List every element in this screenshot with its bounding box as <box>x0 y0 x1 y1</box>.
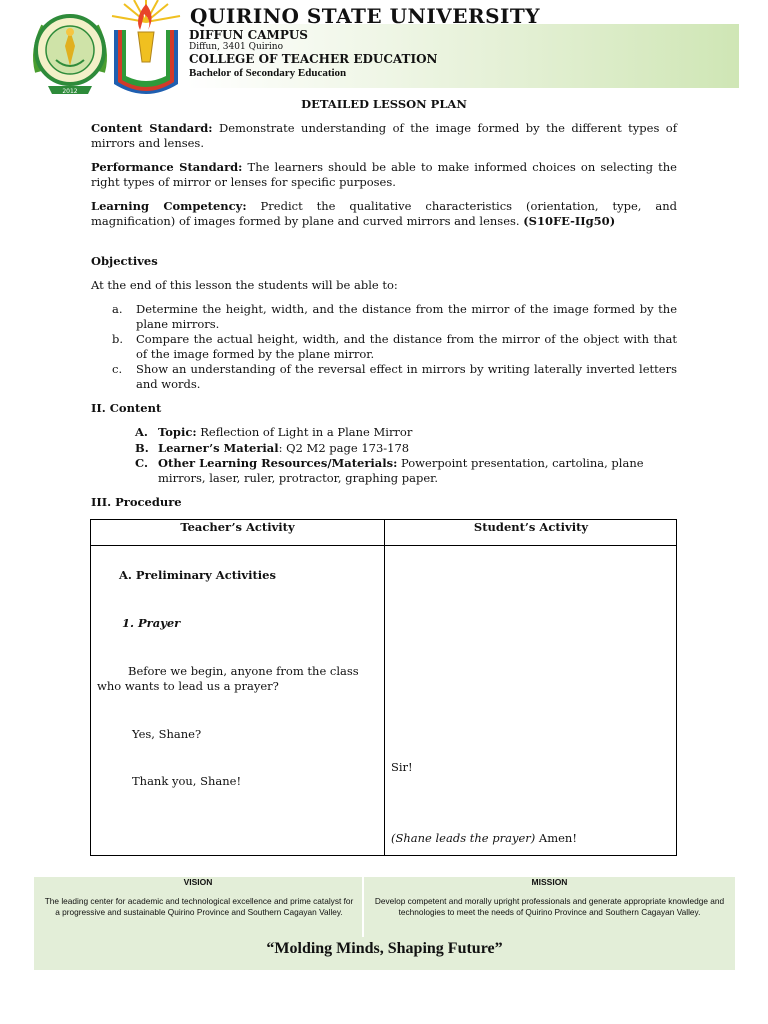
university-seal-logo <box>28 2 112 98</box>
college-name: COLLEGE OF TEACHER EDUCATION <box>189 52 438 66</box>
performance-standard-text: The learners should be able to make informed choices on selecting the right types of mirror or lenses for specific purposes. <box>91 160 677 189</box>
content-heading: II. Content <box>91 401 162 415</box>
vision-text: The leading center for academic and technological excellence and prime catalyst for a progressive and sustainable Quirino Province and Southern Cagayan Valley. <box>44 896 354 917</box>
content-text: : Q2 M2 page 173-178 <box>278 441 410 455</box>
student-activity-header: Student’s Activity <box>473 520 589 534</box>
table-divider <box>384 520 385 855</box>
content-label: Other Learning Resources/Materials: <box>158 456 398 470</box>
content-text: Powerpoint presentation, cartolina, plane mirrors, laser, ruler, protractor, graphing paper. <box>158 456 644 485</box>
content-item-material <box>135 441 677 456</box>
objective-item <box>112 362 677 392</box>
objective-marker: a. <box>112 302 123 316</box>
learning-competency <box>91 199 677 229</box>
content-item-resources <box>135 456 677 486</box>
vision-title: VISION <box>183 877 213 887</box>
teacher-line-thanks: Thank you, Shane! <box>132 774 242 788</box>
student-action: (Shane leads the prayer) <box>391 831 536 845</box>
objective-text: Show an understanding of the reversal effect in mirrors by writing laterally inverted letters and words. <box>136 362 677 391</box>
objective-marker: b. <box>112 332 124 346</box>
college-torch-logo <box>104 0 188 98</box>
learning-competency-text: Predict the qualitative characteristics (orientation, type, and magnification) of images formed by plane and curved mirrors and lenses. <box>91 199 677 228</box>
content-standard-label: Content Standard: <box>91 121 213 135</box>
content-label: Learner’s Material <box>158 441 279 455</box>
teacher-activity-header: Teacher’s Activity <box>180 520 295 534</box>
procedure-heading: III. Procedure <box>91 495 182 509</box>
content-standard <box>91 121 677 151</box>
content-marker: C. <box>135 456 148 470</box>
content-marker: A. <box>135 425 148 439</box>
objective-item <box>112 332 677 362</box>
objective-item <box>112 302 677 332</box>
objective-text: Compare the actual height, width, and the distance from the mirror of the object with that of the image formed by the plane mirror. <box>136 332 677 361</box>
preliminary-activities: A. Preliminary Activities <box>119 568 276 582</box>
procedure-table <box>90 519 677 856</box>
student-line-sir: Sir! <box>391 760 413 774</box>
prayer-heading: 1. Prayer <box>122 616 181 630</box>
teacher-line-begin: Before we begin, anyone from the class who wants to lead us a prayer? <box>97 664 359 693</box>
learning-competency-code: (S10FE-IIg50) <box>523 214 616 228</box>
objective-marker: c. <box>112 362 123 376</box>
seal-year: 2012 <box>62 88 78 95</box>
student-line-prayer <box>391 831 577 846</box>
student-amen: Amen! <box>535 831 577 845</box>
table-header-line <box>91 545 676 546</box>
content-standard-text: Demonstrate understanding of the image formed by the different types of mirrors and lenses. <box>91 121 677 150</box>
campus-name: DIFFUN CAMPUS <box>189 28 308 42</box>
university-name: QUIRINO STATE UNIVERSITY <box>190 4 541 28</box>
performance-standard <box>91 160 677 190</box>
content-item-topic <box>135 425 677 440</box>
objectives-heading: Objectives <box>91 254 158 268</box>
campus-address: Diffun, 3401 Quirino <box>189 42 284 52</box>
mission-text: Develop competent and morally upright professionals and generate appropriate knowledge and technologies to meet the needs of Quirino Province and Southern Cagayan Valley. <box>374 896 725 917</box>
teacher-line-yes: Yes, Shane? <box>132 727 202 741</box>
content-label: Topic: <box>158 425 197 439</box>
motto: “Molding Minds, Shaping Future” <box>266 940 503 957</box>
document-title: DETAILED LESSON PLAN <box>301 97 467 111</box>
objectives-intro: At the end of this lesson the students will be able to: <box>91 278 398 292</box>
performance-standard-label: Performance Standard: <box>91 160 243 174</box>
mission-title: MISSION <box>531 877 568 887</box>
content-text: Reflection of Light in a Plane Mirror <box>196 425 413 439</box>
learning-competency-label: Learning Competency: <box>91 199 247 213</box>
program-name: Bachelor of Secondary Education <box>189 67 347 79</box>
content-marker: B. <box>135 441 149 455</box>
objective-text: Determine the height, width, and the distance from the mirror of the image formed by the plane mirrors. <box>136 302 677 331</box>
